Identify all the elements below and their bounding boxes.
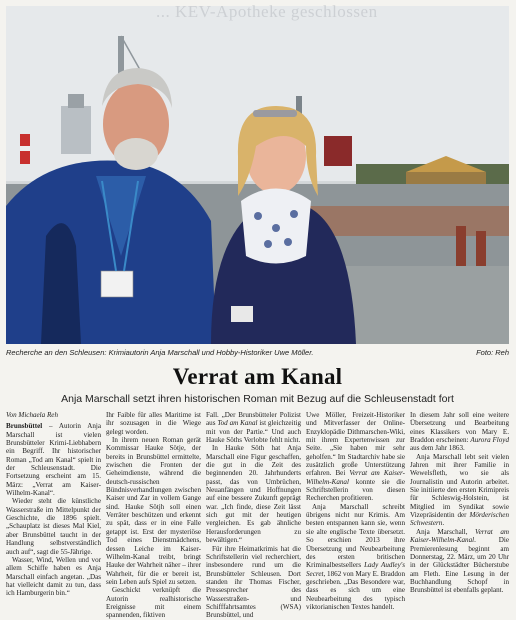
paragraph: Brunsbüttel – Autorin Anja Marschall ist vielen Brunsbütteler Krimi-Liebhabern ein Begriff. Ihr historischer Roman „Tod am Kanal“ spielt in der Schleusenstadt. Die Fortsetzung erscheint am 15. März: „Verrat am Kaiser-Wilhelm-Kanal“.: [6, 422, 101, 498]
photo-credit: Foto: Reh: [476, 348, 509, 357]
paragraph: Wasser, Wind, Wellen und vor allem Schiffe haben es Anja Marschall einfach angetan. „Das hat vielleicht damit zu tun, dass ich Hamburgerin bin.“: [6, 555, 101, 598]
paragraph: Fall. „Der Brunsbütteler Polizist aus Tod am Kanal ist gleichzeitig mit von der Partie.“ Und auch Hauke Söths Verlobte fehlt nicht.: [206, 411, 301, 445]
article-column-1: [6, 411, 101, 596]
paragraph: Geschickt verknüpft die Autorin realhistorische Ereignisse mit einem spannenden, fiktiven: [106, 586, 201, 620]
paragraph: In Hauke Söth hat Anja Marschall eine Figur geschaffen, die gut in die Zeit des beginnenden 20. Jahrhunderts passt, das von Umbrüchen, Neuanfängen und Hoffnungen auf eine bessere Zukunft geprägt war. „Ich finde, diese Zeit lässt sich gut mit der heutigen vergleichen. Es gab ähnliche Herausforderungen zu bewältigen.“: [206, 444, 301, 545]
photo-caption: [6, 348, 509, 360]
article-column-5: [410, 411, 509, 596]
name-badge: [101, 271, 133, 297]
author-byline: Von Michaela Reh: [6, 411, 59, 419]
paragraph: In diesem Jahr soll eine weitere Übersetzung und Bearbeitung eines Klassikers von Mary E. Braddon erscheinen: Aurora Floyd aus dem Jahr 1863.: [410, 411, 509, 453]
article-subheadline: Anja Marschall setzt ihren historischen Roman mit Bezug auf die Schleusenstadt fort: [61, 393, 454, 405]
bleedthrough-headline: ... KEV-Apotheke geschlossen: [156, 2, 378, 21]
article-column-3: [206, 411, 301, 620]
paragraph: Wieder steht die künstliche Wasserstraße im Mittelpunkt der Geschichte, die 1896 spielt. „Schauplatz ist dieses Mal Kiel, aber Brunsbüttel taucht in der Handlung selbstverständlich auch auf“, sagt die 55-Jährige.: [6, 497, 101, 556]
paragraph: Uwe Möller, Freizeit-Historiker und Mitverfasser der Online-Enzyklopädie Dithmarschen-Wiki, mit ihrem Expertenwissen zur Seite. „Sie haben mir sehr geholfen.“ Im Stadtarchiv habe sie zusätzlich große Unterstützung erfahren. Bei Verrat am Kaiser-Wilhelm-Kanal konnte sie die Schriftstellerin von diesen Recherchen profitieren.: [306, 411, 405, 503]
photo-illustration: [6, 6, 509, 344]
article-column-4: [306, 411, 405, 611]
article-column-2: [106, 411, 201, 620]
article-photo: [6, 2, 509, 344]
caption-text: Recherche an den Schleusen: Krimiautorin Anja Marschall und Hobby-Historiker Uwe Möller.: [6, 348, 314, 357]
article-headline: Verrat am Kanal: [172, 364, 343, 389]
paragraph: Anja Marschall, Verrat am Kaiser-Wilhelm-Kanal. Die Premierenlesung beginnt am Donnerstag, 22. März, um 20 Uhr in der Glückstädter Bücherstube am Fleth. Eine Lesung in der Buchhandlung Schopf in Brunsbüttel ist ebenfalls geplant.: [410, 527, 509, 595]
paragraph: In ihrem neuen Roman gerät Kommissar Hauke Sötje, der bereits in Brunsbüttel ermittelte, zwischen die Fronten der Geheimdienste, während die deutsch-russischen Bündnisverhandlungen zwischen Kaiser und Zar in vollem Gange sind. Hauke Sötjh soll einen Verräter beschützen und erkennt zu spät, dass er in eine Falle getappt ist. Erst der mysteriöse Tod eines Dienstmädchens, dessen Leiche im Kaiser-Wilhelm-Kanal treibt, bringt Hauke der Wahrheit näher – ihrer Wahrheit, für die er bereit ist, sein Leben aufs Spiel zu setzen.: [106, 436, 201, 586]
dateline: Brunsbüttel: [6, 422, 43, 431]
paragraph: Anja Marschall schreibt übrigens nicht nur Krimis. Am besten entspannen kann sie, wenn sie alte englische Texte übersetzt. So erschien 2013 ihre Übersetzung und Neubearbeitung des ersten britischen Kriminalbestsellers Lady Audley's Secret, 1862 von Mary E. Braddon geschrieben. „Das Besondere war, dass es sich um eine Neubearbeitung des typisch viktorianischen Textes handelt.: [306, 502, 405, 611]
paragraph: Für ihre Heimatkrimis hat die Schriftstellerin viel recherchiert, insbesondere rund um die Brunsbütteler Schleusen. Dort standen ihr Thomas Fischer, Pressesprecher des Wasserstraßen- und Schifffahrtsamtes (WSA) Brunsbüttel, und: [206, 544, 301, 620]
paragraph: Anja Marschall lebt seit vielen Jahren mit ihrer Familie in Wewelsfleth, wo sie als Journalistin und Autorin arbeitet. Sie initiierte den ersten Krimipreis für Schleswig-Holstein, ist Mitglied im Syndikat sowie Vizepräsidentin der Mörderischen Schwestern.: [410, 452, 509, 528]
paragraph: Ihr Faible für alles Maritime ist ihr sozusagen in die Wiege gelegt worden.: [106, 411, 201, 436]
